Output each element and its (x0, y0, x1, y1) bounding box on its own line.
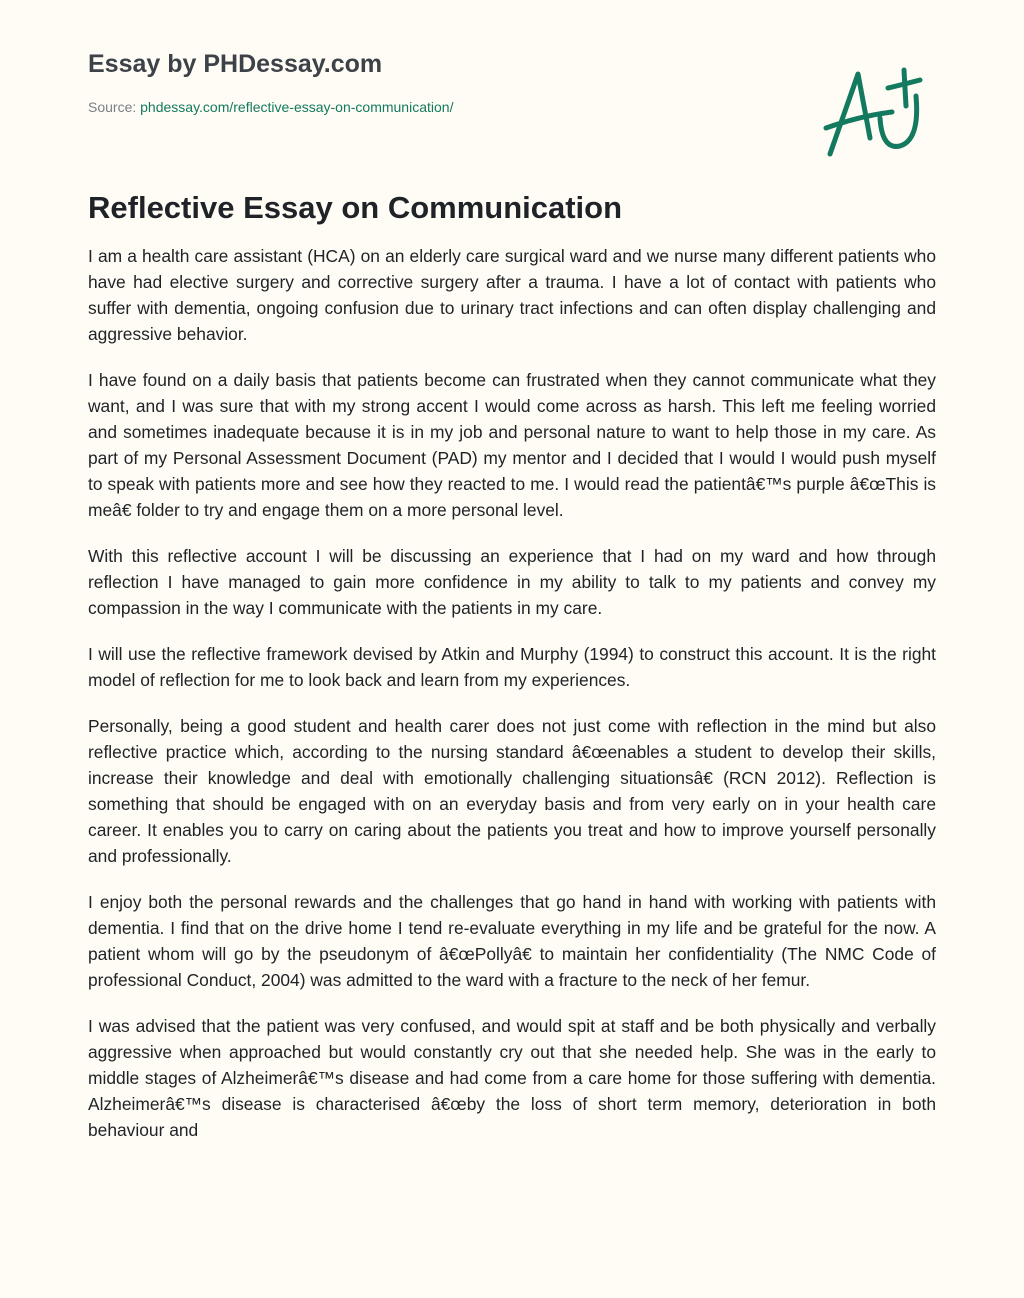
source-line (88, 99, 453, 115)
essay-title: Reflective Essay on Communication (88, 190, 623, 225)
essay-paragraph: I will use the reflective framework devised by Atkin and Murphy (1994) to construct this account. It is the right model of reflection for me to look back and learn from my experiences. (88, 644, 936, 690)
essay-body (88, 243, 936, 1163)
site-header (88, 50, 453, 115)
a-plus-logo-icon (820, 66, 930, 161)
site-title: Essay by PHDessay.com (88, 50, 383, 78)
source-link[interactable]: phdessay.com/reflective-essay-on-communication/ (140, 99, 454, 115)
essay-paragraph: Personally, being a good student and health carer does not just come with reflection in the mind but also reflective practice which, according to the nursing standard â€œenables a student to develop their skills, increase their knowledge and deal with emotionally challenging situationsâ€ (RCN 2012). Reflection is something that should be engaged with on an everyday basis and from very early on in your health care career. It enables you to carry on caring about the patients you treat and how to improve yourself personally and professionally. (88, 716, 936, 866)
source-label: Source: (88, 99, 137, 115)
essay-paragraph: I enjoy both the personal rewards and the challenges that go hand in hand with working with patients with dementia. I find that on the drive home I tend re-evaluate everything in my life and be grateful for the now. A patient whom will go by the pseudonym of â€œPollyâ€ to maintain her confidentiality (The NMC Code of professional Conduct, 2004) was admitted to the ward with a fracture to the neck of her femur. (88, 892, 936, 990)
essay-paragraph: I was advised that the patient was very confused, and would spit at staff and be both physically and verbally aggressive when approached but would constantly cry out that she needed help. She was in the early to middle stages of Alzheimerâ€™s disease and had come from a care home for those suffering with dementia. Alzheimerâ€™s disease is characterised â€œby the loss of short term memory, deterioration in both behaviour and (88, 1016, 936, 1140)
essay-paragraph: I have found on a daily basis that patients become can frustrated when they cannot communicate what they want, and I was sure that with my strong accent I would come across as harsh. This left me feeling worried and sometimes inadequate because it is in my job and personal nature to want to help those in my care. As part of my Personal Assessment Document (PAD) my mentor and I decided that I would I would push myself to speak with patients more and see how they reacted to me. I would read the patientâ€™s purple â€œThis is meâ€ folder to try and engage them on a more personal level. (88, 370, 936, 520)
essay-paragraph: I am a health care assistant (HCA) on an elderly care surgical ward and we nurse many different patients who have had elective surgery and corrective surgery after a trauma. I have a lot of contact with patients who suffer with dementia, ongoing confusion due to urinary tract infections and can often display challenging and aggressive behavior. (88, 246, 936, 344)
essay-paragraph: With this reflective account I will be discussing an experience that I had on my ward and how through reflection I have managed to gain more confidence in my ability to talk to my patients and convey my compassion in the way I communicate with the patients in my care. (88, 546, 936, 618)
